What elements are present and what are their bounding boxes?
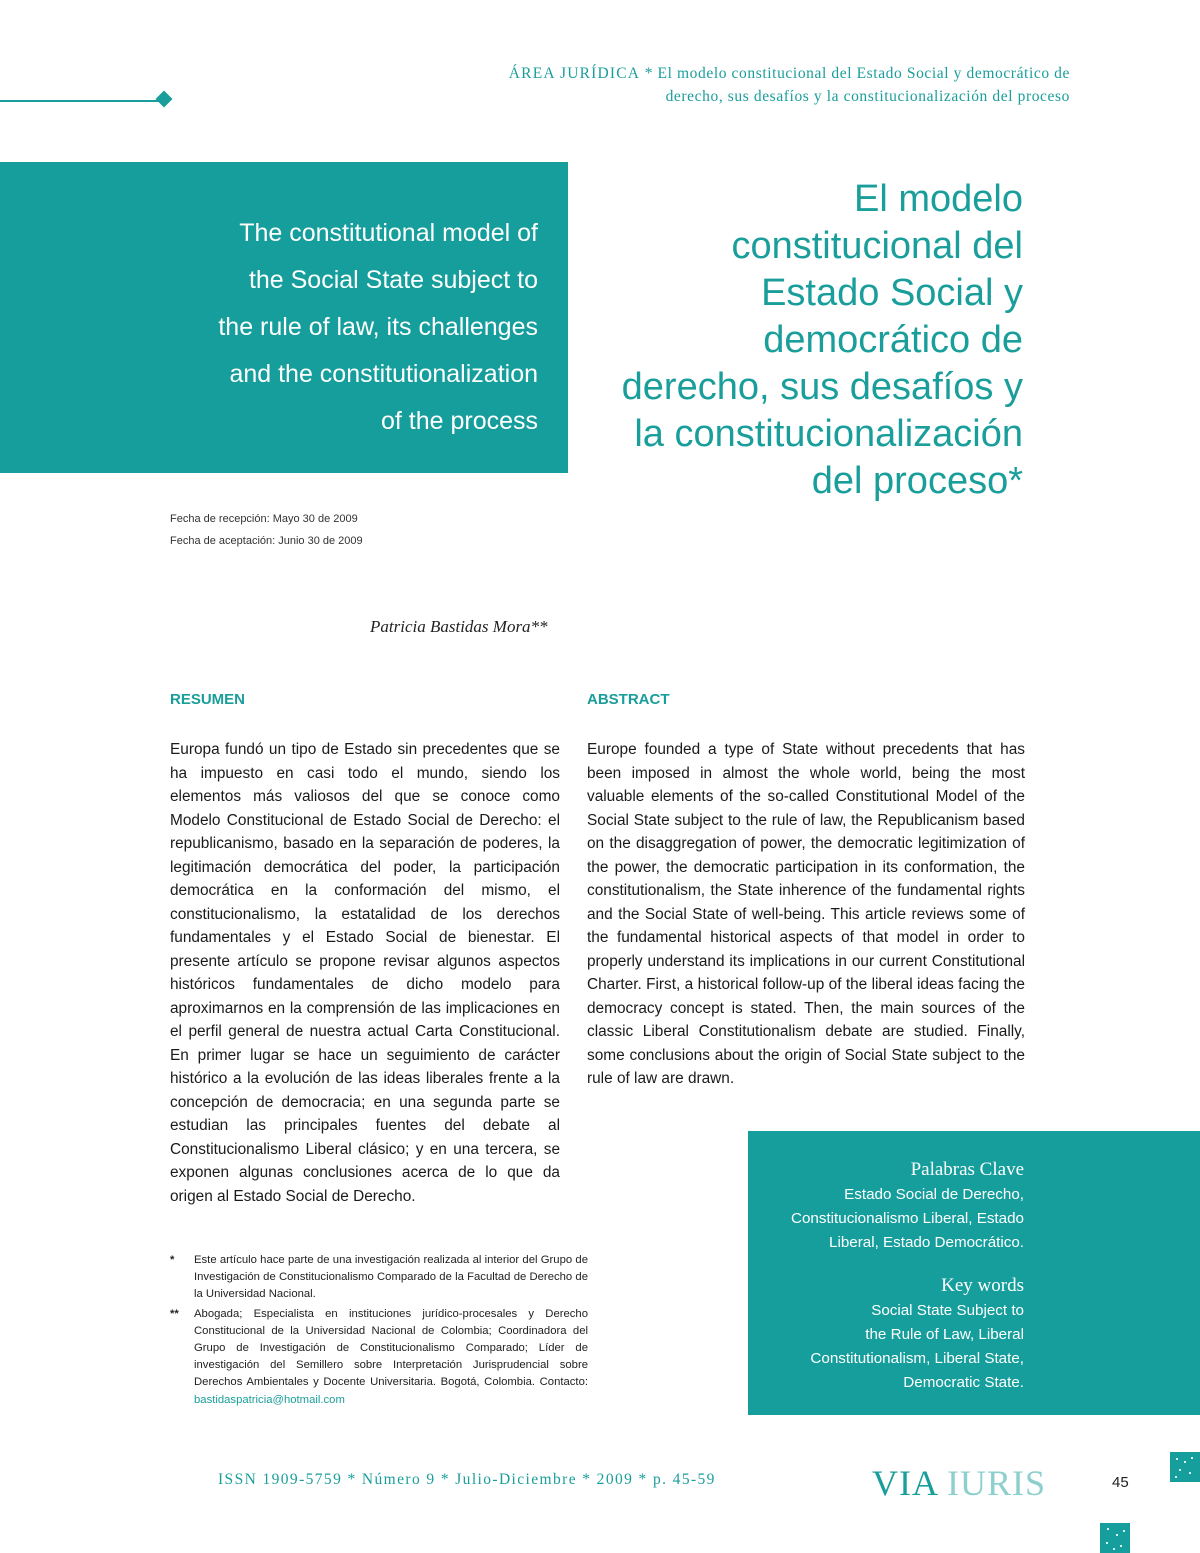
running-title-line1: El modelo constitucional del Estado Social y democrático de [657, 65, 1070, 82]
issn-footer: ISSN 1909-5759 * Número 9 * Julio-Diciembre * 2009 * p. 45-59 [218, 1471, 716, 1488]
contact-email-link[interactable]: bastidaspatricia@hotmail.com [194, 1393, 345, 1406]
area-label: ÁREA JURÍDICA [508, 65, 641, 82]
english-title-line: the rule of law, its challenges [218, 313, 538, 341]
submission-dates [170, 508, 363, 552]
palabras-clave-list [724, 1183, 1024, 1255]
keyword-line: Constitutionalism, Liberal State, [810, 1350, 1024, 1367]
running-header [270, 62, 1070, 108]
english-title-panel [0, 162, 568, 473]
accepted-date: Fecha de aceptación: Junio 30 de 2009 [170, 535, 363, 547]
keyword-line: the Rule of Law, Liberal [865, 1326, 1024, 1343]
footnote-text: Abogada; Especialista en instituciones jurídico-procesales y Derecho Constitucional de la Universidad Nacional de Colombia; Coordinadora del Grupo de Investigación de Constitucionalismo Comparado; Líder de investigación del Semillero sobre Interpretación Jurisprudencial sobre Derechos Ambientales y Docente Universitaria. Bogotá, Colombia. Contacto: [194, 1307, 588, 1389]
spanish-title-line: derecho, sus desafíos y [621, 366, 1023, 408]
keyword-line: Social State Subject to [871, 1302, 1024, 1319]
resumen-heading: RESUMEN [170, 691, 246, 708]
received-date: Fecha de recepción: Mayo 30 de 2009 [170, 513, 358, 525]
decorative-square-icon [1100, 1523, 1130, 1553]
spanish-title-line: democrático de [763, 319, 1023, 361]
keywords-spacer [724, 1255, 1024, 1273]
spanish-title-line: constitucional del [731, 225, 1023, 267]
footnote [170, 1252, 588, 1304]
english-title-line: and the constitutionalization [229, 360, 538, 388]
english-title-line: the Social State subject to [248, 266, 538, 294]
key-words-heading: Key words [941, 1275, 1024, 1296]
decorative-square-icon [1170, 1452, 1200, 1482]
footnotes [170, 1252, 588, 1411]
resumen-text: Europa fundó un tipo de Estado sin precedentes que se ha impuesto en casi todo el mundo, siendo los elementos más valiosos del que se conoce como Modelo Constitucional de Estado Social de Derecho: el republicanismo, basado en la separación de poderes, la legitimación democrática del poder, la participación democrática en la conformación del mismo, el constitucionalismo, la estatalidad de los derechos fundamentales y el Estado Social de bienestar. El presente artículo se propone revisar algunos aspectos históricos fundamentales de dicho modelo para aproximarnos en la comprensión de las implicaciones en el perfil general de nuestra actual Carta Constitucional. En primer lugar se hace un seguimiento de carácter histórico a la evolución de las ideas liberales frente a la concepción de democracia; en una segunda parte se estudian las principales fuentes del debate al Constitucionalismo Liberal clásico; y en una tercera, se exponen algunas conclusiones acerca de lo que da origen al Estado Social de Derecho. [170, 741, 560, 1205]
keyword-line: Liberal, Estado Democrático. [829, 1234, 1024, 1251]
keyword-line: Estado Social de Derecho, [844, 1186, 1024, 1203]
journal-logo-part1: VIA [872, 1463, 937, 1503]
abstract-text: Europe founded a type of State without precedents that has been imposed in almost the whole world, being the most valuable elements of the so-called Constitutional Model of the Social State subject to the rule of law, the Republicanism based on the disaggregation of power, the democratic legitimization of the power, the democratic participation in its conformation, the constitutionalism, the State inherence of the fundamental rights and the Social State of well-being. This article reviews some of the fundamental historical aspects of that model in order to properly understand its implications in our current Constitutional Charter. First, a historical follow-up of the liberal ideas facing the democracy concept is stated. Then, the main sources of the classic Liberal Constitutionalism debate are studied. Finally, some conclusions about the origin of Social State subject to the rule of law are drawn. [587, 741, 1025, 1087]
header-separator: * [644, 65, 654, 82]
footnote-mark: * [170, 1254, 175, 1266]
footnote-text: Este artículo hace parte de una investigación realizada al interior del Grupo de Investigación de Constitucionalismo Comparado de la Facultad de Derecho de la Universidad Nacional. [194, 1254, 588, 1301]
spanish-title-line: del proceso* [811, 460, 1023, 502]
spanish-title-line: El modelo [854, 178, 1023, 220]
header-rule [0, 100, 160, 102]
page-number: 45 [1112, 1474, 1129, 1491]
spanish-title-line: Estado Social y [761, 272, 1023, 314]
keyword-line: Constitucionalismo Liberal, Estado [791, 1210, 1024, 1227]
author-name: Patricia Bastidas Mora** [370, 617, 548, 636]
keywords-content [724, 1157, 1024, 1395]
running-header-line1 [270, 62, 1070, 85]
english-title [118, 210, 538, 445]
key-words-list [724, 1299, 1024, 1395]
english-title-line: of the process [380, 407, 538, 435]
english-title-line: The constitutional model of [239, 219, 538, 247]
journal-logo [872, 1462, 1046, 1504]
journal-logo-part2: IURIS [947, 1463, 1047, 1503]
abstract-heading: ABSTRACT [587, 691, 670, 708]
footnote-text-wrapper [194, 1306, 588, 1409]
spanish-title-line: la constitucionalización [634, 413, 1023, 455]
keywords-panel [748, 1131, 1200, 1415]
palabras-clave-heading: Palabras Clave [910, 1159, 1024, 1180]
footnote-mark: ** [170, 1307, 179, 1320]
footnote [170, 1306, 588, 1409]
spanish-title [590, 176, 1023, 505]
diamond-icon [156, 91, 173, 108]
running-title-line2: derecho, sus desafíos y la constitucionalización del proceso [665, 88, 1070, 105]
keyword-line: Democratic State. [903, 1374, 1024, 1391]
